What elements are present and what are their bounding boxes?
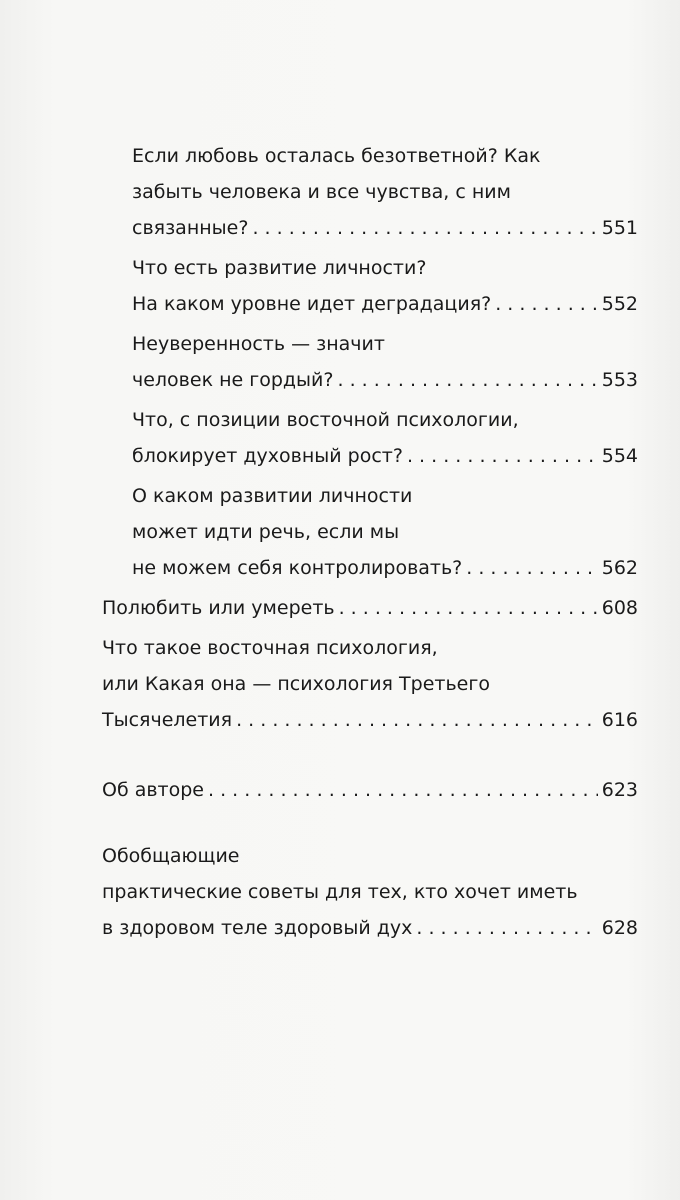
toc-entry-spiritual-growth bbox=[102, 402, 638, 474]
dot-leader bbox=[416, 910, 597, 946]
toc-entry-text: Обобщающие bbox=[102, 845, 240, 867]
toc-entry-eastern-psychology bbox=[102, 630, 638, 738]
toc-entry-text: Тысячелетия bbox=[102, 709, 233, 731]
toc-entry-text: Если любовь осталась безответной? Как bbox=[132, 145, 541, 167]
toc-entry-text: Полюбить или умереть bbox=[102, 597, 335, 619]
toc-entry-text: или Какая она — психология Третьего bbox=[102, 673, 490, 695]
toc-entry-text: На каком уровне идет деградация? bbox=[132, 293, 492, 315]
toc-entry-love-or-die bbox=[102, 590, 638, 626]
table-of-contents bbox=[102, 138, 638, 946]
toc-entry-text: забыть человека и все чувства, с ним bbox=[132, 181, 511, 203]
toc-entry-text: практические советы для тех, кто хочет иметь bbox=[102, 881, 578, 903]
page-number: 623 bbox=[601, 779, 638, 801]
toc-entry-text: не можем себя контролировать? bbox=[132, 557, 463, 579]
toc-entry-text: может идти речь, если мы bbox=[132, 521, 400, 543]
toc-entry-about-author bbox=[102, 772, 638, 808]
toc-entry-text: Что есть развитие личности? bbox=[132, 257, 427, 279]
toc-entry-text: Что, с позиции восточной психологии, bbox=[132, 409, 519, 431]
dot-leader bbox=[337, 362, 597, 398]
dot-leader bbox=[339, 590, 598, 626]
toc-entry-self-control bbox=[102, 478, 638, 586]
page-number: 554 bbox=[601, 445, 638, 467]
dot-leader bbox=[495, 286, 598, 322]
page-number: 616 bbox=[601, 709, 638, 731]
toc-entry-personal-development bbox=[102, 250, 638, 322]
toc-entry-text: Неуверенность — значит bbox=[132, 333, 385, 355]
dot-leader bbox=[466, 550, 597, 586]
dot-leader bbox=[208, 772, 598, 808]
toc-entry-insecurity bbox=[102, 326, 638, 398]
toc-entry-text: блокирует духовный рост? bbox=[132, 445, 403, 467]
dot-leader bbox=[236, 702, 598, 738]
page-number: 628 bbox=[601, 917, 638, 939]
dot-leader bbox=[407, 438, 598, 474]
toc-entry-unrequited-love bbox=[102, 138, 638, 246]
toc-entry-text: Что такое восточная психология, bbox=[102, 637, 438, 659]
toc-entry-practical-advice bbox=[102, 838, 638, 946]
toc-entry-text: связанные? bbox=[132, 217, 249, 239]
page-number: 562 bbox=[601, 557, 638, 579]
dot-leader bbox=[252, 210, 597, 246]
toc-entry-text: в здоровом теле здоровый дух bbox=[102, 917, 413, 939]
page-number: 551 bbox=[601, 217, 638, 239]
toc-entry-text: Об авторе bbox=[102, 779, 204, 801]
page-number: 553 bbox=[601, 369, 638, 391]
page-number: 608 bbox=[601, 597, 638, 619]
toc-entry-text: О каком развитии личности bbox=[132, 485, 413, 507]
page-number: 552 bbox=[601, 293, 638, 315]
toc-entry-text: человек не гордый? bbox=[132, 369, 334, 391]
